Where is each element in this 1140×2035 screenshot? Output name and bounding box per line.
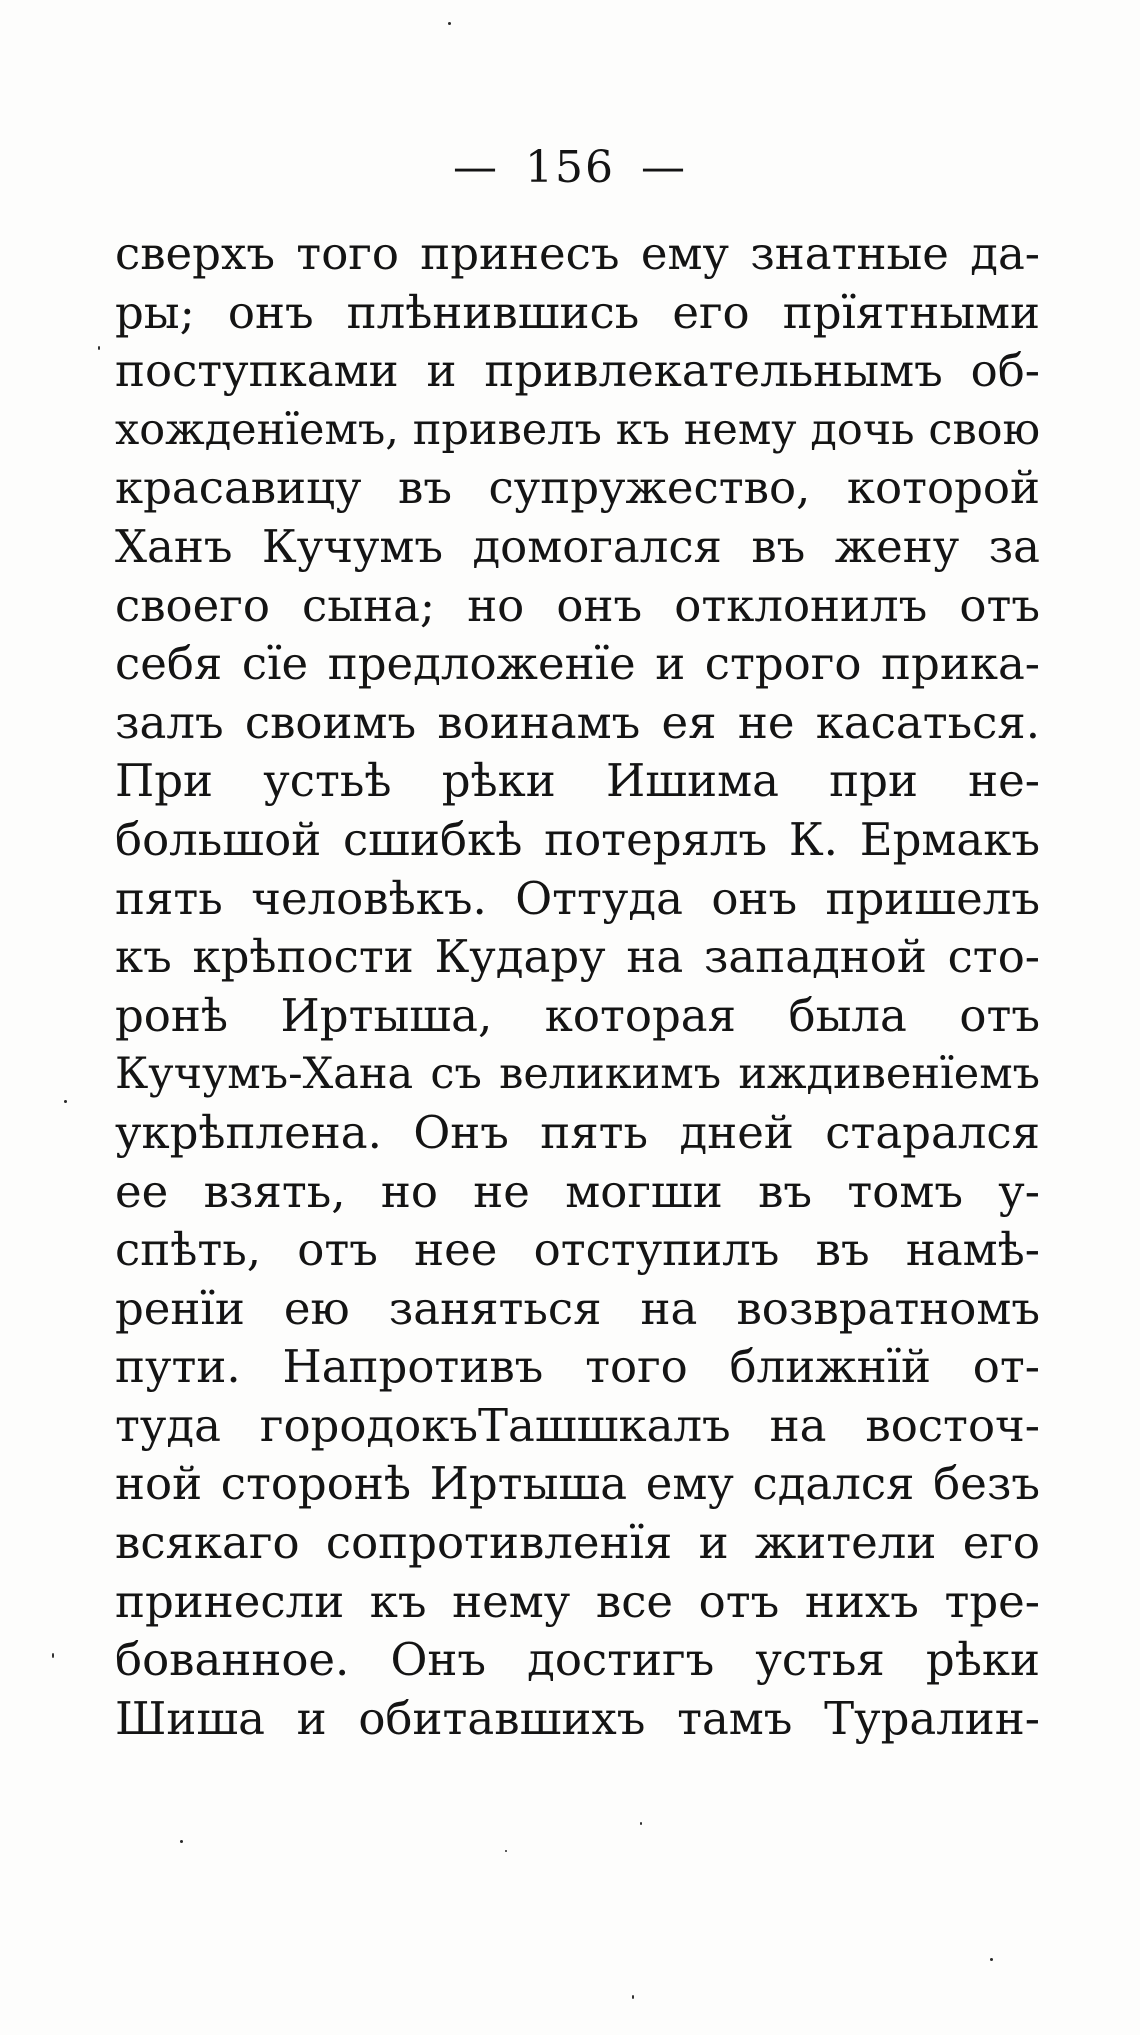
text-line: бованное. Онъ достигъ устья рѣки [115,1633,1040,1687]
text-line: къ крѣпости Кудару на западной сто- [115,930,1040,984]
text-line: залъ своимъ воинамъ ея не касаться. [115,695,1040,749]
dust-speck [52,1653,54,1658]
text-line: ее взять, но не могши въ томъ у- [115,1164,1040,1218]
dust-speck [98,346,100,350]
text-line: принесли къ нему все отъ нихъ тре- [115,1574,1040,1628]
text-line: хожденїемъ, привелъ къ нему дочь свою [115,404,1040,455]
text-line: ренїи ею заняться на возвратномъ [115,1281,1040,1335]
dust-speck [505,1850,507,1852]
text-line: укрѣплена. Онъ пять дней старался [115,1105,1040,1159]
dust-speck [64,1100,67,1103]
dust-speck [632,1995,634,1999]
text-line: пути. Напротивъ того ближнїй от- [115,1340,1040,1394]
text-line: ронѣ Иртыша, которая была отъ [115,988,1040,1042]
text-line: большой сшибкѣ потерялъ К. Ермакъ [115,812,1040,866]
text-line: Ханъ Кучумъ домогался въ жену за [115,519,1040,573]
dust-speck [640,1822,642,1825]
dust-speck [448,22,451,25]
text-line: ры; онъ плѣнившись его прїятными [115,285,1040,339]
text-line: себя сїе предложенїе и строго прика- [115,637,1040,691]
header-dash-left: — [453,142,499,193]
dust-speck [180,1840,183,1843]
text-line: своего сына; но онъ отклонилъ отъ [115,578,1040,632]
text-line: При устьѣ рѣки Ишима при не- [115,754,1040,808]
text-line: Шиша и обитавшихъ тамъ Туралин- [115,1691,1040,1745]
dust-speck [990,1958,993,1961]
text-line: сверхъ того принесъ ему знатные да- [115,227,1040,280]
text-line: туда городокъТашшкалъ на восточ- [115,1398,1040,1452]
page-header [0,138,1140,198]
text-line: ной сторонѣ Иртыша ему сдался безъ [115,1457,1040,1511]
text-line: пять человѣкъ. Оттуда онъ пришелъ [115,871,1040,925]
text-line: поступками и привлекательнымъ об- [115,344,1040,398]
text-line: красавицу въ супружество, которой [115,461,1040,515]
text-line: всякаго сопротивленїя и жители его [115,1516,1040,1570]
body-text [115,225,1040,1748]
page-number: 156 [525,142,615,193]
text-line: Кучумъ-Хана съ великимъ иждивенїемъ [115,1049,1040,1100]
text-line: спѣть, отъ нее отступилъ въ намѣ- [115,1223,1040,1277]
header-dash-right: — [640,142,687,193]
